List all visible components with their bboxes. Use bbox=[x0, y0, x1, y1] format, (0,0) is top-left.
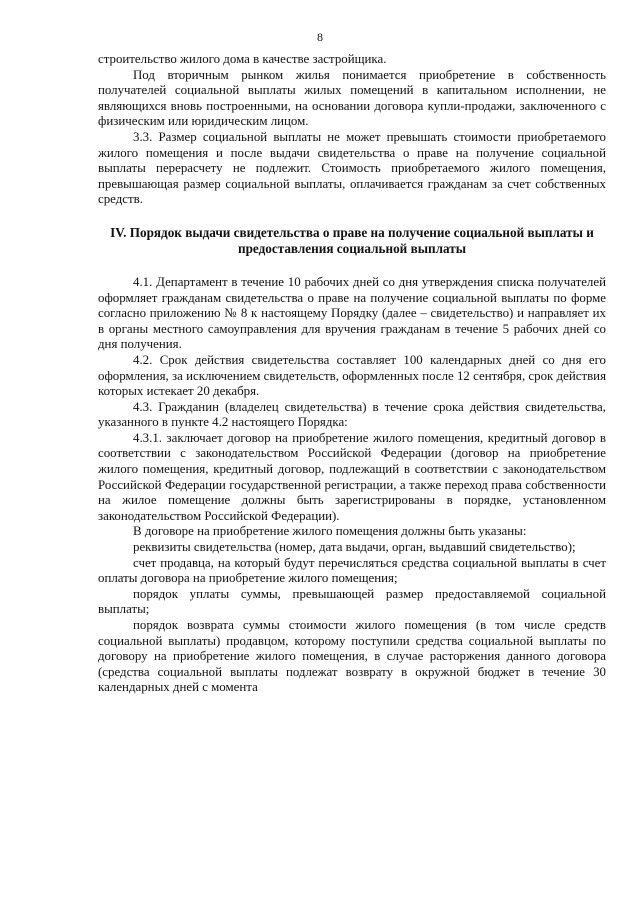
paragraph-secondary-market: Под вторичным рынком жилья понимается приобретение в собственность получателей социальной выплаты жилых помещений в капитальном исполнении, не являющихся вновь построенными, на основании договора купли-продажи, заключенного с физическим или юридическим лицом. bbox=[98, 67, 606, 129]
page-number: 8 bbox=[317, 30, 323, 44]
paragraph-3-3: 3.3. Размер социальной выплаты не может превышать стоимости приобретаемого жилого помещения и после выдачи свидетельства о праве на получение социальной выплаты перерасчету не подлежит. Стоимость приобретаемого жилого помещения, превышающая размер социальной выплаты, оплачивается гражданам за счет собственных средств. bbox=[98, 129, 606, 207]
list-item-certificate-details: реквизиты свидетельства (номер, дата выдачи, орган, выдавший свидетельство); bbox=[133, 540, 576, 555]
list-item-seller-account: счет продавца, на который будут перечисляться средства социальной выплаты в счет оплаты договора на приобретение жилого помещения; bbox=[98, 555, 606, 586]
paragraph-4-3-1: 4.3.1. заключает договор на приобретение жилого помещения, кредитный договор в соответствии с законодательством Российской Федерации (договор на приобретение жилого помещения, кредитный договор, подлежащий в соответствии с законодательством Российской Федерации государственной регистрации, а также переход права собственности на жилое помещение должны быть зарегистрированы в порядке, установленном законодательством Российской Федерации). bbox=[98, 430, 606, 523]
paragraph-continuation: строительство жилого дома в качестве застройщика. bbox=[98, 52, 387, 66]
paragraph-4-3: 4.3. Гражданин (владелец свидетельства) в течение срока действия свидетельства, указанного в пункте 4.2 настоящего Порядка: bbox=[98, 399, 606, 430]
section-heading: IV. Порядок выдачи свидетельства о праве на получение социальной выплаты и предоставления социальной выплаты bbox=[110, 224, 594, 256]
paragraph-contract-requirements: В договоре на приобретение жилого помещения должны быть указаны: bbox=[133, 524, 527, 539]
paragraph-4-1: 4.1. Департамент в течение 10 рабочих дней со дня утверждения списка получателей оформляет гражданам свидетельства о праве на получение социальной выплаты по форме согласно приложению № 8 к настоящему Порядку (далее – свидетельство) и направляет их в органы местного самоуправления для вручения гражданам в течение 5 рабочих дней со дня получения. bbox=[98, 274, 606, 352]
document-body bbox=[98, 52, 606, 696]
list-item-payment-procedure: порядок уплаты суммы, превышающей размер предоставляемой социальной выплаты; bbox=[98, 586, 606, 617]
paragraph-4-2: 4.2. Срок действия свидетельства составляет 100 календарных дней со дня его оформления, за исключением свидетельств, оформленных после 12 сентября, срок действия которых истекает 20 декабря. bbox=[98, 352, 606, 399]
list-item-refund-procedure: порядок возврата суммы стоимости жилого помещения (в том числе средств социальной выплаты) продавцом, которому поступили средства социальной выплаты по договору на приобретение жилого помещения, в случае расторжения данного договора (средства социальной выплаты подлежат возврату в окружной бюджет в течение 30 календарных дней с момента bbox=[98, 618, 606, 695]
